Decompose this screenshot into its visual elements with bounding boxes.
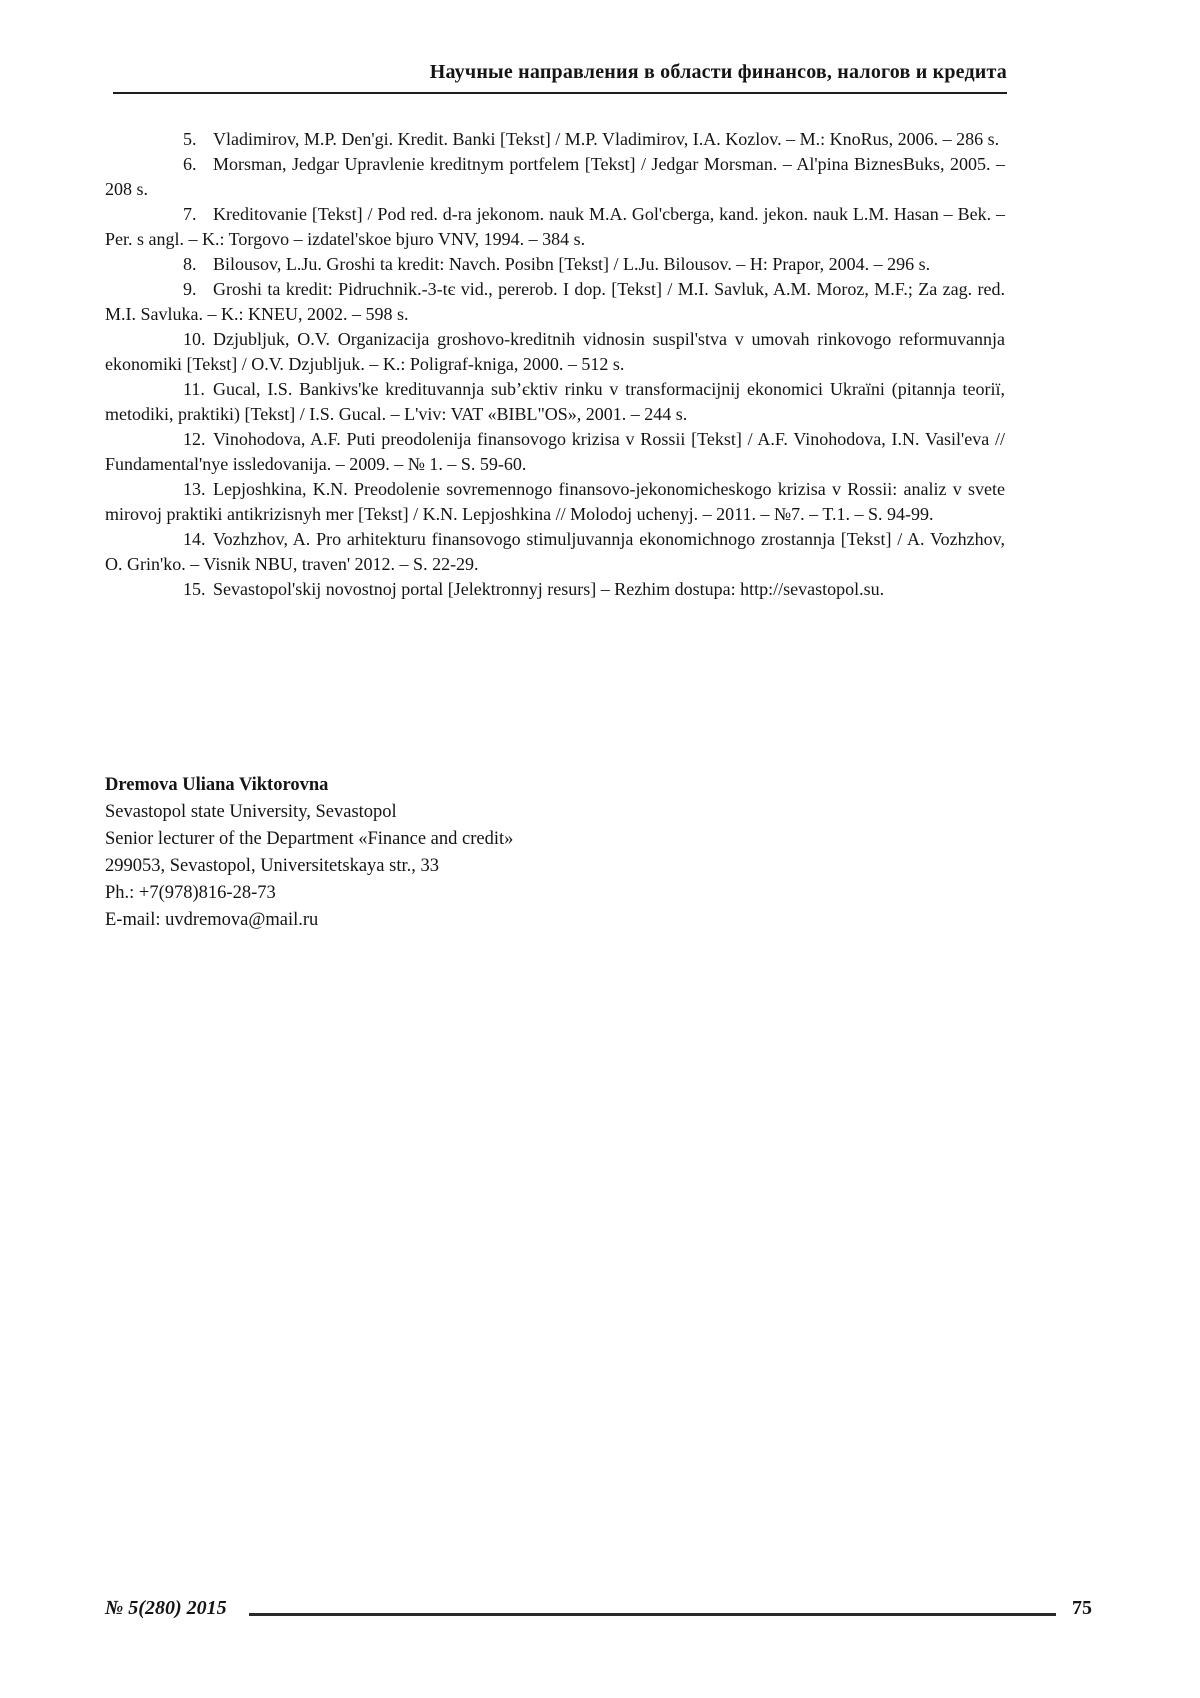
running-head <box>113 58 1007 94</box>
reference-item <box>105 277 1005 327</box>
reference-number: 8. <box>183 254 197 274</box>
issue-label: № 5(280) 2015 <box>105 1597 227 1619</box>
reference-item <box>105 477 1005 527</box>
reference-number: 10. <box>183 329 206 349</box>
reference-item <box>105 527 1005 577</box>
reference-item <box>105 377 1005 427</box>
reference-item <box>105 427 1005 477</box>
author-email: E-mail: uvdremova@mail.ru <box>105 910 319 930</box>
author-position: Senior lecturer of the Department «Finance and credit» <box>105 829 514 849</box>
reference-item <box>105 152 1005 202</box>
reference-number: 9. <box>183 279 197 299</box>
author-name: Dremova Uliana Viktorovna <box>105 775 329 795</box>
running-head-title: Научные направления в области финансов, налогов и кредита <box>429 61 1007 83</box>
reference-number: 15. <box>183 579 206 599</box>
reference-number: 12. <box>183 429 206 449</box>
reference-text: Dzjubljuk, O.V. Organizacija groshovo-kreditnih vidnosin suspil'stva v umovah rinkovogo reformuvannja ekonomiki [Tekst] / O.V. Dzjubljuk. – K.: Poligraf-kniga, 2000. – 512 s. <box>105 329 1005 374</box>
footer-rule <box>249 1613 1056 1616</box>
reference-number: 11. <box>183 379 205 399</box>
reference-item <box>105 252 1005 277</box>
reference-item <box>105 577 1005 602</box>
reference-text: Groshi ta kredit: Pidruchnik.-3-tє vid., pererob. I dop. [Tekst] / M.I. Savluk, A.M. Moroz, M.F.; Za zag. red. M.I. Savluka. – K.: KNEU, 2002. – 598 s. <box>105 279 1005 324</box>
reference-text: Morsman, Jedgar Upravlenie kreditnym portfelem [Tekst] / Jedgar Morsman. – Al'pina BiznesBuks, 2005. – 208 s. <box>105 154 1005 199</box>
author-address: 299053, Sevastopol, Universitetskaya str., 33 <box>105 856 439 876</box>
reference-text: Lepjoshkina, K.N. Preodolenie sovremennogo finansovo-jekonomicheskogo krizisa v Rossii: analiz v svete mirovoj praktiki antikrizisnyh mer [Tekst] / K.N. Lepjoshkina // Molodoj uchenyj. – 2011. – №7. – T.1. – S. 94-99. <box>105 479 1005 524</box>
author-phone: Ph.: +7(978)816-28-73 <box>105 883 276 903</box>
reference-number: 13. <box>183 479 206 499</box>
reference-number: 6. <box>183 154 197 174</box>
reference-text: Bilousov, L.Ju. Groshi ta kredit: Navch. Posibn [Tekst] / L.Ju. Bilousov. – H: Prapor, 2004. – 296 s. <box>213 254 931 274</box>
page-footer <box>105 1594 1092 1622</box>
reference-number: 5. <box>183 129 197 149</box>
author-info <box>105 772 1005 934</box>
reference-number: 7. <box>183 204 197 224</box>
reference-text: Sevastopol'skij novostnoj portal [Jelektronnyj resurs] – Rezhim dostupa: http://sevastopol.su. <box>213 579 885 599</box>
reference-text: Kreditovanie [Tekst] / Pod red. d-ra jekonom. nauk M.A. Gol'cberga, kand. jekon. nauk L.M. Hasan – Bek. – Per. s angl. – K.: Torgovo – izdatel'skoe bjuro VNV, 1994. – 384 s. <box>105 204 1005 249</box>
reference-text: Vinohodova, A.F. Puti preodolenija finansovogo krizisa v Rossii [Tekst] / A.F. Vinohodova, I.N. Vasil'eva // Fundamental'nye issledovanija. – 2009. – № 1. – S. 59-60. <box>105 429 1005 474</box>
reference-item <box>105 202 1005 252</box>
reference-text: Vozhzhov, A. Pro arhitekturu finansovogo stimuljuvannja ekonomichnogo zrostannja [Tekst] / A. Vozhzhov, O. Grin'ko. – Visnik NBU, traven' 2012. – S. 22-29. <box>105 529 1005 574</box>
reference-item <box>105 127 1005 152</box>
references-list <box>105 127 1005 602</box>
author-affiliation: Sevastopol state University, Sevastopol <box>105 802 397 822</box>
reference-number: 14. <box>183 529 206 549</box>
reference-text: Vladimirov, M.P. Den'gi. Kredit. Banki [Tekst] / M.P. Vladimirov, I.A. Kozlov. – M.: KnoRus, 2006. – 286 s. <box>213 129 1000 149</box>
page-number: 75 <box>1072 1597 1092 1619</box>
reference-item <box>105 327 1005 377</box>
reference-text: Gucal, I.S. Bankivs'ke kredituvannja sub’єktiv rinku v transformacijnij ekonomici Ukraïni (pitannja teoriï, metodiki, praktiki) [Tekst] / I.S. Gucal. – L'viv: VAT «BIBL"OS», 2001. – 244 s. <box>105 379 1005 424</box>
